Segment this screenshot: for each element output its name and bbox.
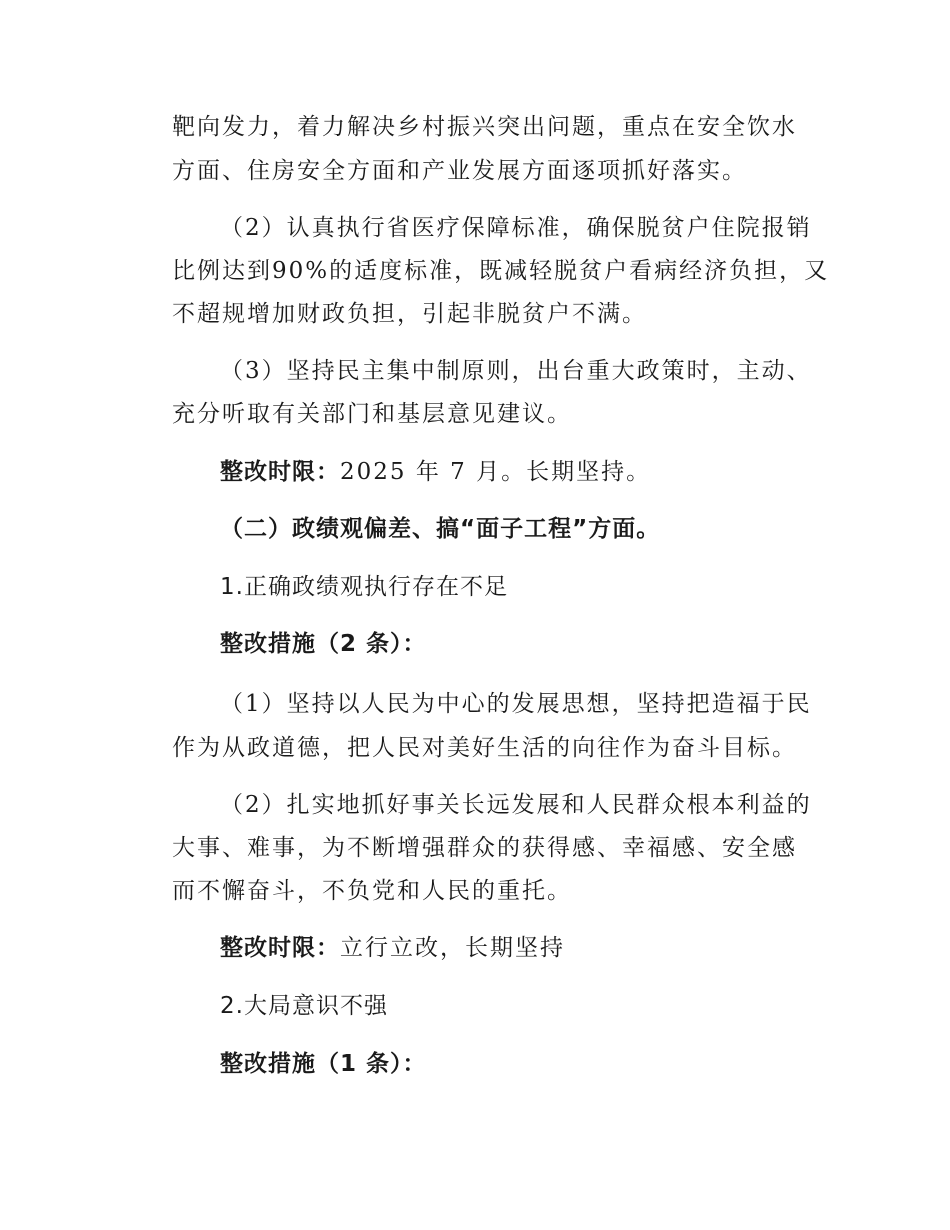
step-2-line: （2）扎实地抓好事关长远发展和人民群众根本利益的 — [220, 792, 812, 818]
paragraph-line: 靶向发力，着力解决乡村振兴突出问题，重点在安全饮水 — [172, 114, 797, 140]
step-1-line: 作为从政道德，把人民对美好生活的向往作为奋斗目标。 — [172, 735, 797, 761]
step-2-line: 大事、难事，为不断增强群众的获得感、幸福感、安全感 — [172, 835, 797, 861]
measure-3-line: （3）坚持民主集中制原则，出台重大政策时，主动、 — [220, 358, 812, 384]
deadline-2-value: 立行立改，长期坚持 — [340, 935, 565, 961]
deadline-2-label: 整改时限： — [220, 935, 340, 961]
measure-2-line: 比例达到90%的适度标准，既减轻脱贫户看病经济负担，又 — [172, 258, 830, 284]
measure-2-line: （2）认真执行省医疗保障标准，确保脱贫户住院报销 — [220, 215, 812, 241]
section-2-heading: （二）政绩观偏差、搞“面子工程”方面。 — [220, 516, 661, 542]
step-2-line: 而不懈奋斗，不负党和人民的重托。 — [172, 878, 572, 904]
item-2-title: 2.大局意识不强 — [220, 993, 388, 1019]
measure-3-line: 充分听取有关部门和基层意见建议。 — [172, 401, 572, 427]
measures-2-label: 整改措施（1 条）： — [220, 1051, 427, 1077]
deadline-2 — [220, 933, 565, 963]
item-1-title: 1.正确政绩观执行存在不足 — [220, 574, 508, 600]
measure-2-line: 不超规增加财政负担，引起非脱贫户不满。 — [172, 301, 647, 327]
deadline-1 — [220, 457, 651, 487]
step-1-line: （1）坚持以人民为中心的发展思想，坚持把造福于民 — [220, 691, 812, 717]
deadline-1-label: 整改时限： — [220, 459, 340, 485]
measures-1-label: 整改措施（2 条）： — [220, 631, 427, 657]
paragraph-line: 方面、住房安全方面和产业发展方面逐项抓好落实。 — [172, 158, 747, 184]
deadline-1-value: 2025 年 7 月。长期坚持。 — [340, 459, 652, 485]
